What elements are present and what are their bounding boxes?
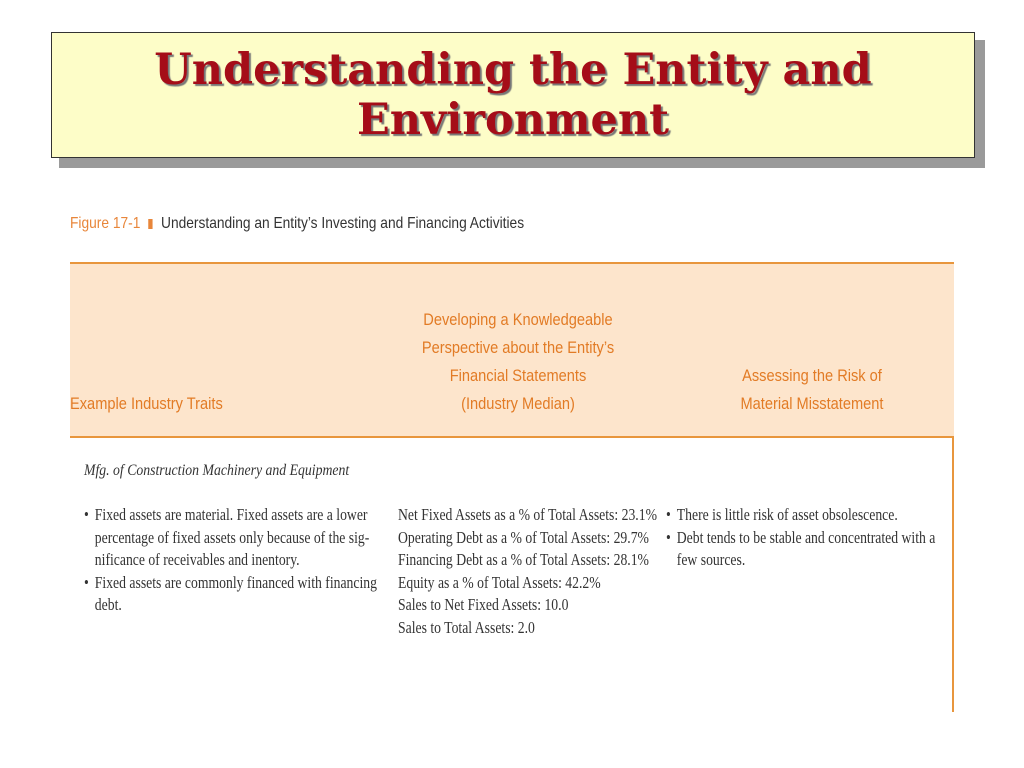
list-item-continuation: few sources. [676,550,746,569]
figure-title: Understanding an Entity’s Investing and Financing Activities [161,215,525,232]
figure-number: Figure 17-1 [70,215,141,232]
header-line: Financial Statements [449,366,587,385]
slide-title-line-1: Understanding the Entity and [154,45,872,95]
list-item: • There is little risk of asset obsolescence. [666,504,935,527]
header-knowledgeable-perspective [399,306,636,418]
header-risk-assessment [690,362,934,418]
header-line: Material Misstatement [740,394,884,413]
header-line: (Industry Median) [461,394,575,413]
header-line: Perspective about the Entity’s [421,338,615,357]
header-industry-traits: Example Industry Traits [70,394,223,413]
figure-table [70,200,954,712]
list-item: • Fixed assets are material. Fixed assets are a lower [84,504,377,527]
figure-caption [70,209,524,239]
industry-traits-column [84,504,377,617]
table-body [70,438,954,712]
list-item-continuation: debt. [94,595,122,614]
table-header [70,262,954,438]
risk-assessment-column [666,504,935,572]
industry-name: Mfg. of Construction Machinery and Equipment [84,462,350,479]
list-item: • Fixed assets are commonly financed with financing [84,572,377,595]
slide-title-line-2: Environment [357,95,669,145]
metric-row: Sales to Total Assets: 2.0 [398,617,535,637]
slide-title [51,32,975,158]
header-line: Assessing the Risk of [742,366,882,385]
metric-row: Net Fixed Assets as a % of Total Assets: 23.1% [398,505,657,524]
metric-row: Financing Debt as a % of Total Assets: 28.1% [398,550,649,569]
square-bullet-icon [148,219,152,229]
list-item-continuation: percentage of fixed assets only because of the sig- [94,527,370,547]
header-line: Developing a Knowledgeable [423,310,613,329]
metric-row: Operating Debt as a % of Total Assets: 29.7% [398,527,649,547]
list-item: • Debt tends to be stable and concentrated with a [666,527,935,550]
financial-metrics-column [398,504,657,639]
metric-row: Sales to Net Fixed Assets: 10.0 [398,595,569,614]
list-item-continuation: nificance of receivables and inentory. [94,550,300,569]
metric-row: Equity as a % of Total Assets: 42.2% [398,572,601,592]
